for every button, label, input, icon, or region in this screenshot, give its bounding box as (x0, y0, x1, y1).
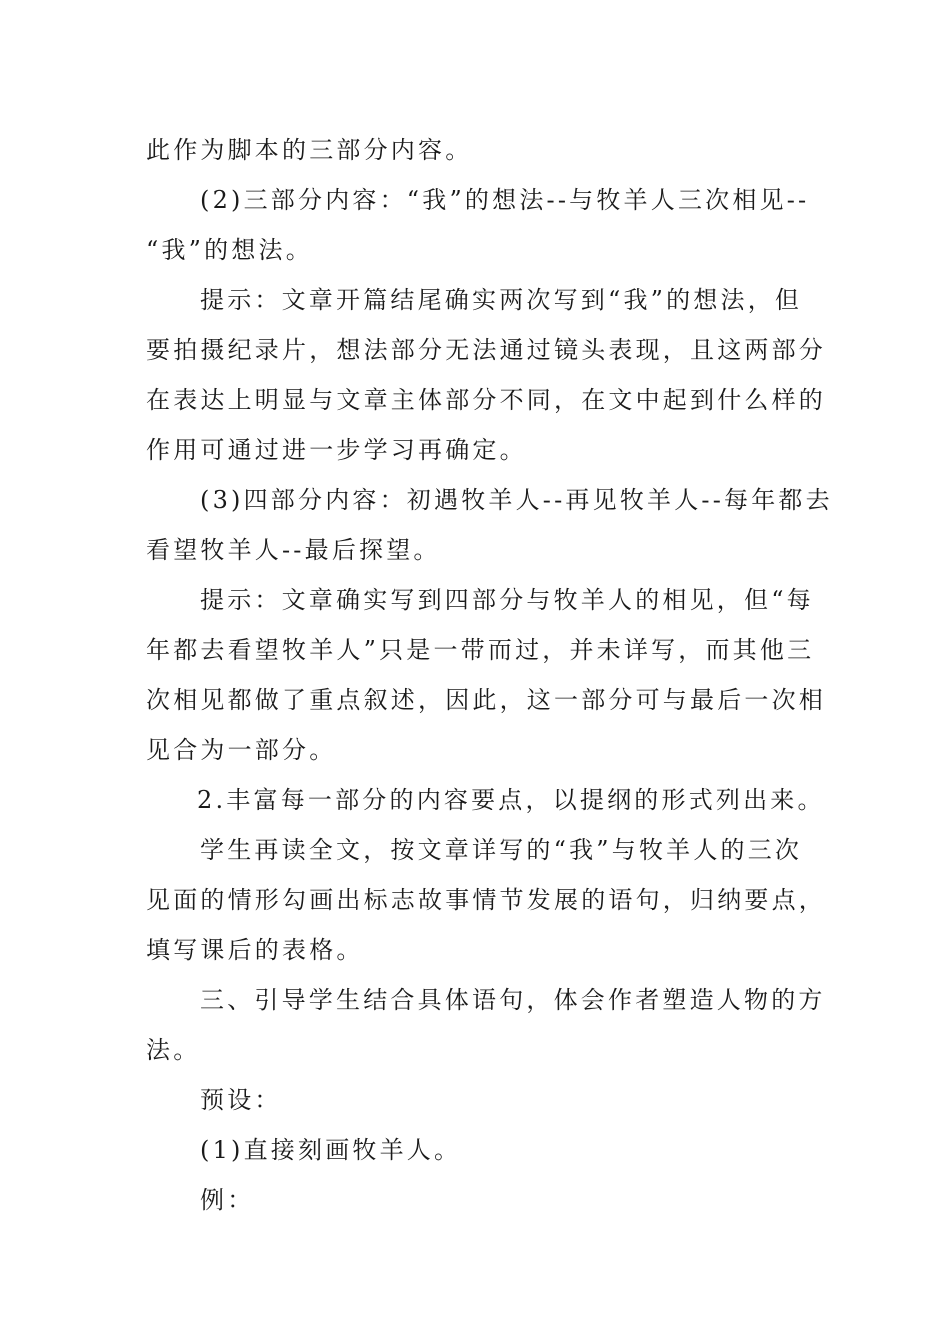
text-line: 提示：文章确实写到四部分与牧羊人的相见，但“每 (200, 586, 814, 614)
text-line: 年都去看望牧羊人”只是一带而过，并未详写，而其他三 (146, 636, 815, 664)
text-line: “我”的想法。 (146, 236, 313, 264)
text-line: 2.丰富每一部分的内容要点，以提纲的形式列出来。 (197, 786, 825, 814)
text-line: 作用可通过进一步学习再确定。 (146, 436, 527, 464)
text-line: 要拍摄纪录片，想法部分无法通过镜头表现，且这两部分 (146, 336, 826, 364)
text-line: 预设： (200, 1086, 282, 1114)
text-line: 例： (200, 1186, 255, 1214)
text-line: 见面的情形勾画出标志故事情节发展的语句，归纳要点， (146, 886, 826, 914)
text-line: 法。 (146, 1036, 201, 1064)
text-line: 此作为脚本的三部分内容。 (146, 136, 473, 164)
text-line: (2)三部分内容：“我”的想法--与牧羊人三次相见-- (200, 186, 810, 214)
text-line: 次相见都做了重点叙述，因此，这一部分可与最后一次相 (146, 686, 826, 714)
text-line: 见合为一部分。 (146, 736, 337, 764)
text-line: 学生再读全文，按文章详写的“我”与牧羊人的三次 (200, 836, 803, 864)
text-line: 提示：文章开篇结尾确实两次写到“我”的想法，但 (200, 286, 803, 314)
text-line: (1)直接刻画牧羊人。 (200, 1136, 462, 1164)
text-line: 三、引导学生结合具体语句，体会作者塑造人物的方 (200, 986, 826, 1014)
text-line: 看望牧羊人--最后探望。 (146, 536, 441, 564)
text-line: 填写课后的表格。 (146, 936, 364, 964)
text-line: 在表达上明显与文章主体部分不同，在文中起到什么样的 (146, 386, 826, 414)
text-line: (3)四部分内容：初遇牧羊人--再见牧羊人--每年都去 (200, 486, 833, 514)
